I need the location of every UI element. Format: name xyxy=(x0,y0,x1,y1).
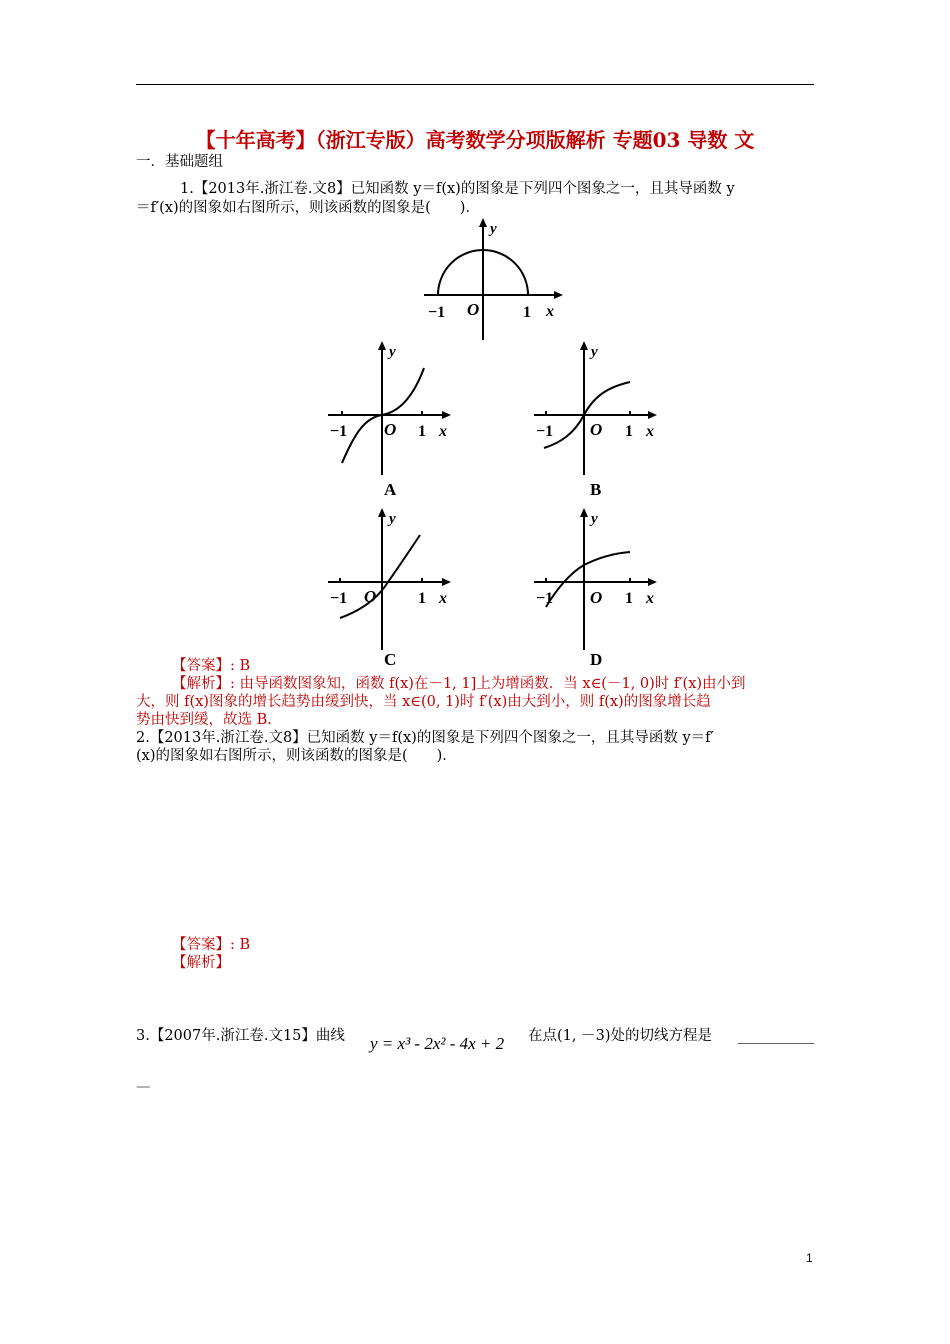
origin-label: O xyxy=(467,300,480,319)
axis-x-label: x xyxy=(439,423,447,440)
q1-analysis-line2: 大，则 f(x)图象的增长趋势由缓到快，当 x∈(0, 1)时 f′(x)由大到小，则 f(x)的图象增长趋 xyxy=(136,694,711,710)
axis-y-label: y xyxy=(591,344,598,360)
q1-line1: 1.【2013年.浙江卷.文8】已知函数 y＝f(x)的图象是下列四个图象之一，且其导函数 y xyxy=(180,181,735,197)
q1-analysis-line1: 【解析】: 由导函数图象知，函数 f(x)在－1, 1]上为增函数．当 x∈(－1, 0)时 f′(x)由小到 xyxy=(172,676,746,692)
origin-label: O xyxy=(384,420,397,439)
option-c-label: C xyxy=(384,650,397,669)
option-c-graph xyxy=(322,505,462,669)
q1-analysis-line3: 势由快到缓，故选 B. xyxy=(136,712,272,728)
derivative-graph xyxy=(420,215,570,345)
q3-answer-blank xyxy=(738,1029,814,1048)
q2-analysis: 【解析】 xyxy=(172,955,230,971)
tick-one: 1 xyxy=(625,423,633,440)
header-rule xyxy=(136,84,814,85)
tick-neg-one: −1 xyxy=(330,423,348,440)
tick-one: 1 xyxy=(418,423,426,440)
q2-line2: (x)的图象如右图所示，则该函数的图象是( )． xyxy=(136,748,457,764)
option-d-graph xyxy=(528,505,668,669)
origin-label: O xyxy=(590,420,603,439)
axis-x-label: x xyxy=(546,303,554,320)
option-a-label: A xyxy=(384,480,397,499)
q1-line2: ＝f′(x)的图象如右图所示，则该函数的图象是( )． xyxy=(136,200,480,216)
axis-y-label: y xyxy=(591,511,598,527)
page-title: 【十年高考】（浙江专版）高考数学分项版解析 专题03 导数 文 xyxy=(195,128,755,152)
tick-neg-one: −1 xyxy=(536,590,554,607)
tick-neg-one: −1 xyxy=(536,423,554,440)
tick-one: 1 xyxy=(418,590,426,607)
option-b-graph xyxy=(528,340,668,500)
q3-formula: y = x³ - 2x² - 4x + 2 xyxy=(370,1034,505,1053)
q3-prefix: 3.【2007年.浙江卷.文15】曲线 xyxy=(136,1028,345,1044)
tick-neg-one: −1 xyxy=(428,304,446,321)
option-a-graph xyxy=(322,340,462,500)
q3-suffix: 在点(1, －3)处的切线方程是 xyxy=(528,1028,712,1044)
option-b-label: B xyxy=(590,480,602,499)
axis-y-label: y xyxy=(389,511,396,527)
axis-x-label: x xyxy=(646,423,654,440)
axis-y-label: y xyxy=(389,344,396,360)
tick-neg-one: −1 xyxy=(330,590,348,607)
axis-x-label: x xyxy=(439,590,447,607)
q1-answer: 【答案】: B xyxy=(172,658,251,674)
axis-x-label: x xyxy=(646,590,654,607)
q3-blank-tail: — xyxy=(136,1079,151,1095)
tick-one: 1 xyxy=(523,304,531,321)
origin-label: O xyxy=(364,587,377,606)
page-number: 1 xyxy=(806,1251,813,1265)
tick-one: 1 xyxy=(625,590,633,607)
option-d-label: D xyxy=(590,650,603,669)
q2-answer: 【答案】: B xyxy=(172,937,251,953)
q2-line1: 2.【2013年.浙江卷.文8】已知函数 y＝f(x)的图象是下列四个图象之一，且其导函数 y＝f′ xyxy=(136,730,714,746)
axis-y-label: y xyxy=(490,221,497,237)
section-heading: 一．基础题组 xyxy=(136,154,223,170)
origin-label: O xyxy=(590,588,603,607)
